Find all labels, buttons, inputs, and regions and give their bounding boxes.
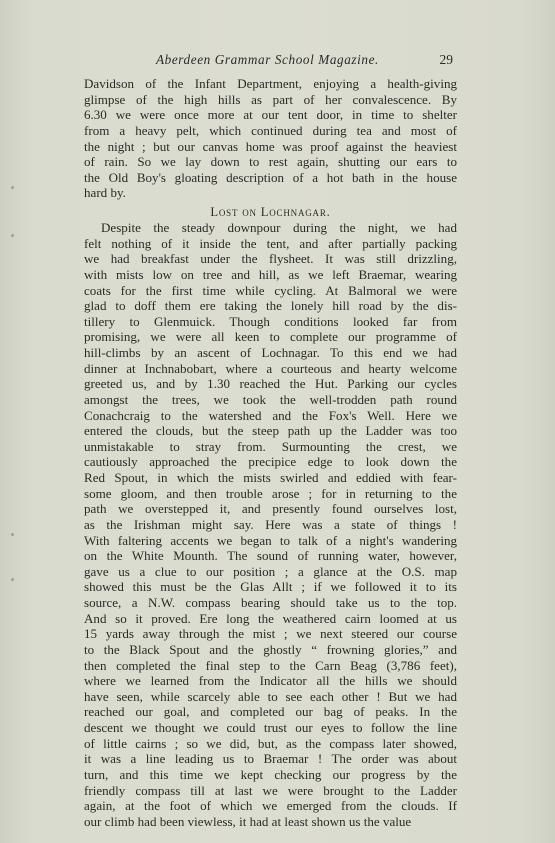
- text-line: tillery to Glenmuick. Though conditions looked far from: [84, 313, 457, 329]
- paper-speck: [11, 234, 14, 237]
- paper-speck: [11, 578, 14, 581]
- text-line: source, a N.W. compass bearing should take us to the top.: [84, 595, 457, 610]
- text-line: with mists low on tree and hill, as we left Braemar, wearing: [84, 266, 457, 282]
- text-line: hard by.: [84, 185, 126, 201]
- text-line: Conachcraig to the watershed and the Fox's Well. Here we: [84, 407, 457, 423]
- text-line: where we learned from the Indicator all the hills we should: [84, 673, 457, 689]
- text-line: our climb had been viewless, it had at least shown us the value: [84, 813, 412, 829]
- text-line: from a heavy pelt, which continued during tea and most of: [84, 122, 457, 138]
- text-line: path we overstepped it, and presently found ourselves lost,: [84, 501, 457, 517]
- article-body: [84, 76, 457, 829]
- text-line: of little cairns ; so we did, but, as the compass later showed,: [84, 735, 457, 751]
- text-line: glimpse of the high hills as part of her convalescence. By: [84, 91, 457, 107]
- text-line: greeted us, and by 1.30 reached the Hut. Parking our cycles: [84, 376, 457, 392]
- text-line: And so it proved. Ere long the weathered cairn loomed at us: [84, 610, 457, 626]
- text-line: unmistakable to stray from. Surmounting the crest, we: [84, 438, 457, 454]
- text-line: the night ; but our canvas home was proof against the heaviest: [84, 138, 457, 154]
- text-line: With faltering accents we began to talk of a night's wandering: [84, 532, 457, 548]
- text-line: turn, and this time we kept checking our progress by the: [84, 766, 457, 782]
- text-line: felt nothing of it inside the tent, and after partially packing: [84, 235, 457, 251]
- text-line: descent we thought we could trust our eyes to follow the line: [84, 720, 457, 735]
- section-heading: [84, 204, 457, 220]
- text-line: Despite the steady downpour during the night, we had: [101, 220, 457, 235]
- text-line: the Old Boy's gloating description of a hot bath in the house: [84, 169, 457, 185]
- text-line: gave us a clue to our position ; a glance at the O.S. map: [84, 563, 457, 579]
- text-line: on the White Mounth. The sound of running water, however,: [84, 548, 457, 564]
- text-line: we had breakfast under the flysheet. It was still drizzling,: [84, 251, 457, 267]
- paper-speck: [11, 533, 14, 536]
- text-line: then completed the final step to the Carn Beag (3,786 feet),: [84, 657, 457, 673]
- running-title: Aberdeen Grammar School Magazine.: [156, 52, 379, 67]
- paragraph-convalescence: [84, 76, 457, 201]
- text-line: showed this must be the Glas Allt ; if we followed it to its: [84, 579, 457, 595]
- text-line: amongst the trees, we took the well-trodden path round: [84, 391, 457, 407]
- text-line: some gloom, and then trouble arose ; for in returning to the: [84, 485, 457, 501]
- text-line: as the Irishman might say. Here was a state of things !: [84, 516, 457, 532]
- text-line: Davidson of the Infant Department, enjoying a health-giving: [84, 76, 457, 91]
- text-line: 6.30 we were once more at our tent door, in time to shelter: [84, 107, 457, 123]
- text-line: 15 yards away through the mist ; we next steered our course: [84, 626, 457, 642]
- text-line: it was a line leading us to Braemar ! The order was about: [84, 751, 457, 767]
- page-number: 29: [439, 52, 453, 67]
- text-line: dinner at Inchnabobart, where a courteous and hearty welcome: [84, 360, 457, 376]
- text-line: glad to doff them ere taking the lonely hill road by the dis-: [84, 298, 457, 314]
- text-line: again, at the foot of which we emerged from the clouds. If: [84, 798, 457, 814]
- text-line: Red Spout, in which the mists swirled and eddied with fear-: [84, 470, 457, 485]
- section-heading-text: Lost on Lochnagar.: [210, 205, 331, 219]
- text-line: friendly compass till at last we were brought to the Ladder: [84, 782, 457, 798]
- text-line: promising, we were all keen to complete our programme of: [84, 329, 457, 345]
- text-line: cautiously approached the precipice edge to look down the: [84, 454, 457, 470]
- text-line: reached our goal, and completed our bag of peaks. In the: [84, 704, 457, 720]
- text-line: coats for the first time while cycling. At Balmoral we were: [84, 282, 457, 298]
- paper-speck: [11, 186, 14, 189]
- text-line: hill-climbs by an ascent of Lochnagar. To this end we had: [84, 345, 457, 360]
- running-head: [84, 52, 457, 70]
- text-line: of rain. So we lay down to rest again, shutting our ears to: [84, 154, 457, 170]
- text-line: have seen, while scarcely able to see each other ! But we had: [84, 688, 457, 704]
- paragraph-lost-on-lochnagar: [84, 220, 457, 829]
- text-line: to the Black Spout and the ghostly “ frowning glories,” and: [84, 641, 457, 657]
- text-line: entered the clouds, but the steep path up the Ladder was too: [84, 423, 457, 439]
